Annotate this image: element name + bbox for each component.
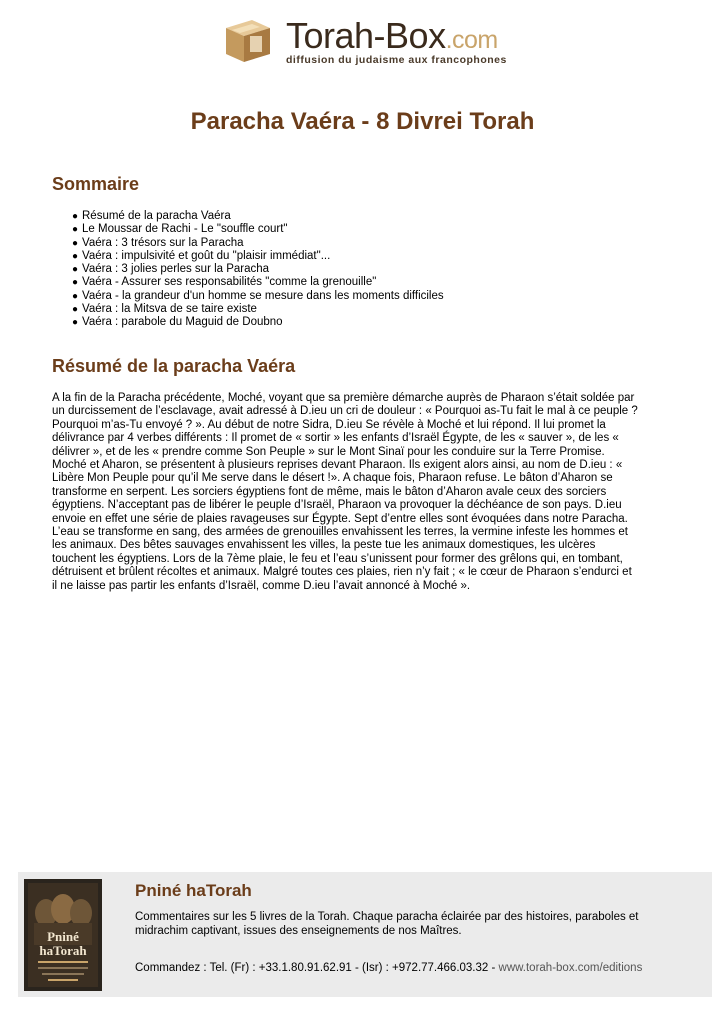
editions-link[interactable]: www.torah-box.com/editions <box>498 962 643 974</box>
sommaire-item[interactable]: ● Vaéra - la grandeur d'un homme se mesure dans les moments difficiles <box>72 289 444 302</box>
page-title: Paracha Vaéra - 8 Divrei Torah <box>190 108 535 135</box>
resume-line: envoie en effet une série de plaies ravageuses sur Égypte. Sept d’entre elles sont évoquées dans notre Paracha. <box>52 512 628 525</box>
sommaire-item[interactable]: ● Vaéra : 3 jolies perles sur la Paracha <box>72 263 270 276</box>
resume-line: L’eau se transforme en sang, des armées de grenouilles envahissent les terres, la vermine infeste les hommes et <box>52 526 628 539</box>
brand-main: Torah-Box <box>286 15 446 56</box>
sommaire-item[interactable]: ● Résumé de la paracha Vaéra <box>72 210 231 222</box>
bullet-icon: ● <box>72 290 79 302</box>
bullet-icon: ● <box>72 264 79 276</box>
book-cover-image[interactable] <box>24 879 102 991</box>
resume-line: Moché et Aharon, se présentent à plusieurs reprises devant Pharaon. Ils exigent alors ainsi, au nom de D.ieu : « <box>52 459 623 472</box>
brand-tagline: diffusion du judaisme aux francophones <box>286 54 507 66</box>
promo-title[interactable]: Pniné haTorah <box>135 881 252 900</box>
resume-line: Pourquoi m’as-Tu envoyé ? ». Au début de notre Sidra, D.ieu Se révèle à Moché et lui répond. Il lui promet la <box>52 418 606 431</box>
sommaire-item[interactable]: ● Vaéra - Assurer ses responsabilités "comme la grenouille" <box>72 276 377 289</box>
resume-line: transforme en serpent. Les sorciers égyptiens font de même, mais le bâton d’Aharon avale ceux des sorciers <box>52 485 607 498</box>
resume-line: Libère Mon Peuple pour qu’il Me serve dans le désert !». A chaque fois, Pharaon refuse. Le bâton d’Aharon se <box>52 472 613 485</box>
resume-line: délivrance par 4 verbes différents : Il promet de « sortir » les enfants d’Israël Égypte, de les « sauver », de les « <box>52 432 619 445</box>
order-contact: Commandez : Tel. (Fr) : +33.1.80.91.62.91 - (Isr) : +972.77.466.03.32 - <box>135 962 499 974</box>
bullet-icon: ● <box>72 304 79 316</box>
sommaire-heading: Sommaire <box>52 174 140 194</box>
resume-line: délivrer », et de les « prendre comme Son Peuple » sur le Mont Sinaï pour les conduire sur la Terre Promise. <box>52 445 605 458</box>
bullet-icon: ● <box>72 224 79 236</box>
bullet-icon: ● <box>72 317 79 329</box>
sommaire-item[interactable]: ● Vaéra : parabole du Maguid de Doubno <box>72 316 283 329</box>
resume-line: un durcissement de l’esclavage, avait adressé à D.ieu un cri de douleur : « Pourquoi as-Tu fait le mal à ce peuple ? <box>52 405 638 418</box>
site-header <box>222 14 522 74</box>
book-title-line1: Pniné <box>47 929 79 944</box>
resume-line: égyptiens. N’acceptant pas de libérer le peuple d’Israël, Pharaon va provoquer la déchéance de son pays. D.ieu <box>52 499 622 512</box>
resume-line: touchent les égyptiens. Lors de la 7ème plaie, le feu et l’eau s’unissent pour former des grêlons qui, en tombant, <box>52 552 623 565</box>
bullet-icon: ● <box>72 237 79 249</box>
sommaire-list <box>72 210 444 330</box>
book-promo <box>18 872 712 997</box>
resume-line: détruisent et brûlent récoltes et animaux. Malgré toutes ces plaies, rien n’y fait ; « le cœur de Pharaon s’endurci et <box>52 566 632 579</box>
resume-body <box>52 392 677 593</box>
promo-description <box>135 910 695 938</box>
brand-suffix: .com <box>445 26 498 54</box>
resume-heading: Résumé de la paracha Vaéra <box>52 356 296 376</box>
resume-line: les animaux. Des bêtes sauvages envahissent les villes, la peste tue les animaux domestiques, les ulcères <box>52 539 596 552</box>
bullet-icon: ● <box>72 277 79 289</box>
bullet-icon: ● <box>72 250 79 262</box>
book-title-line2: haTorah <box>39 943 87 958</box>
sommaire-item[interactable]: ● Le Moussar de Rachi - Le "souffle court" <box>72 223 288 236</box>
promo-desc-line: midrachim captivant, issues des enseignements de nos Maîtres. <box>135 925 462 937</box>
bullet-icon: ● <box>72 211 79 222</box>
promo-desc-line: Commentaires sur les 5 livres de la Torah. Chaque paracha éclairée par des histoires, paraboles et <box>135 911 639 923</box>
sommaire-item[interactable]: ● Vaéra : 3 trésors sur la Paracha <box>72 236 244 249</box>
resume-line: il ne laisse pas partir les enfants d’Israël, comme D.ieu l’avait annoncé à Moché ». <box>52 579 471 592</box>
promo-order <box>135 962 642 974</box>
box-logo-icon <box>222 14 274 66</box>
sommaire-item[interactable]: ● Vaéra : impulsivité et goût du "plaisir immédiat"... <box>72 249 331 262</box>
sommaire-item[interactable]: ● Vaéra : la Mitsva de se taire existe <box>72 303 257 316</box>
resume-line: A la fin de la Paracha précédente, Moché, voyant que sa première démarche auprès de Pharaon s’était soldée par <box>52 392 635 404</box>
